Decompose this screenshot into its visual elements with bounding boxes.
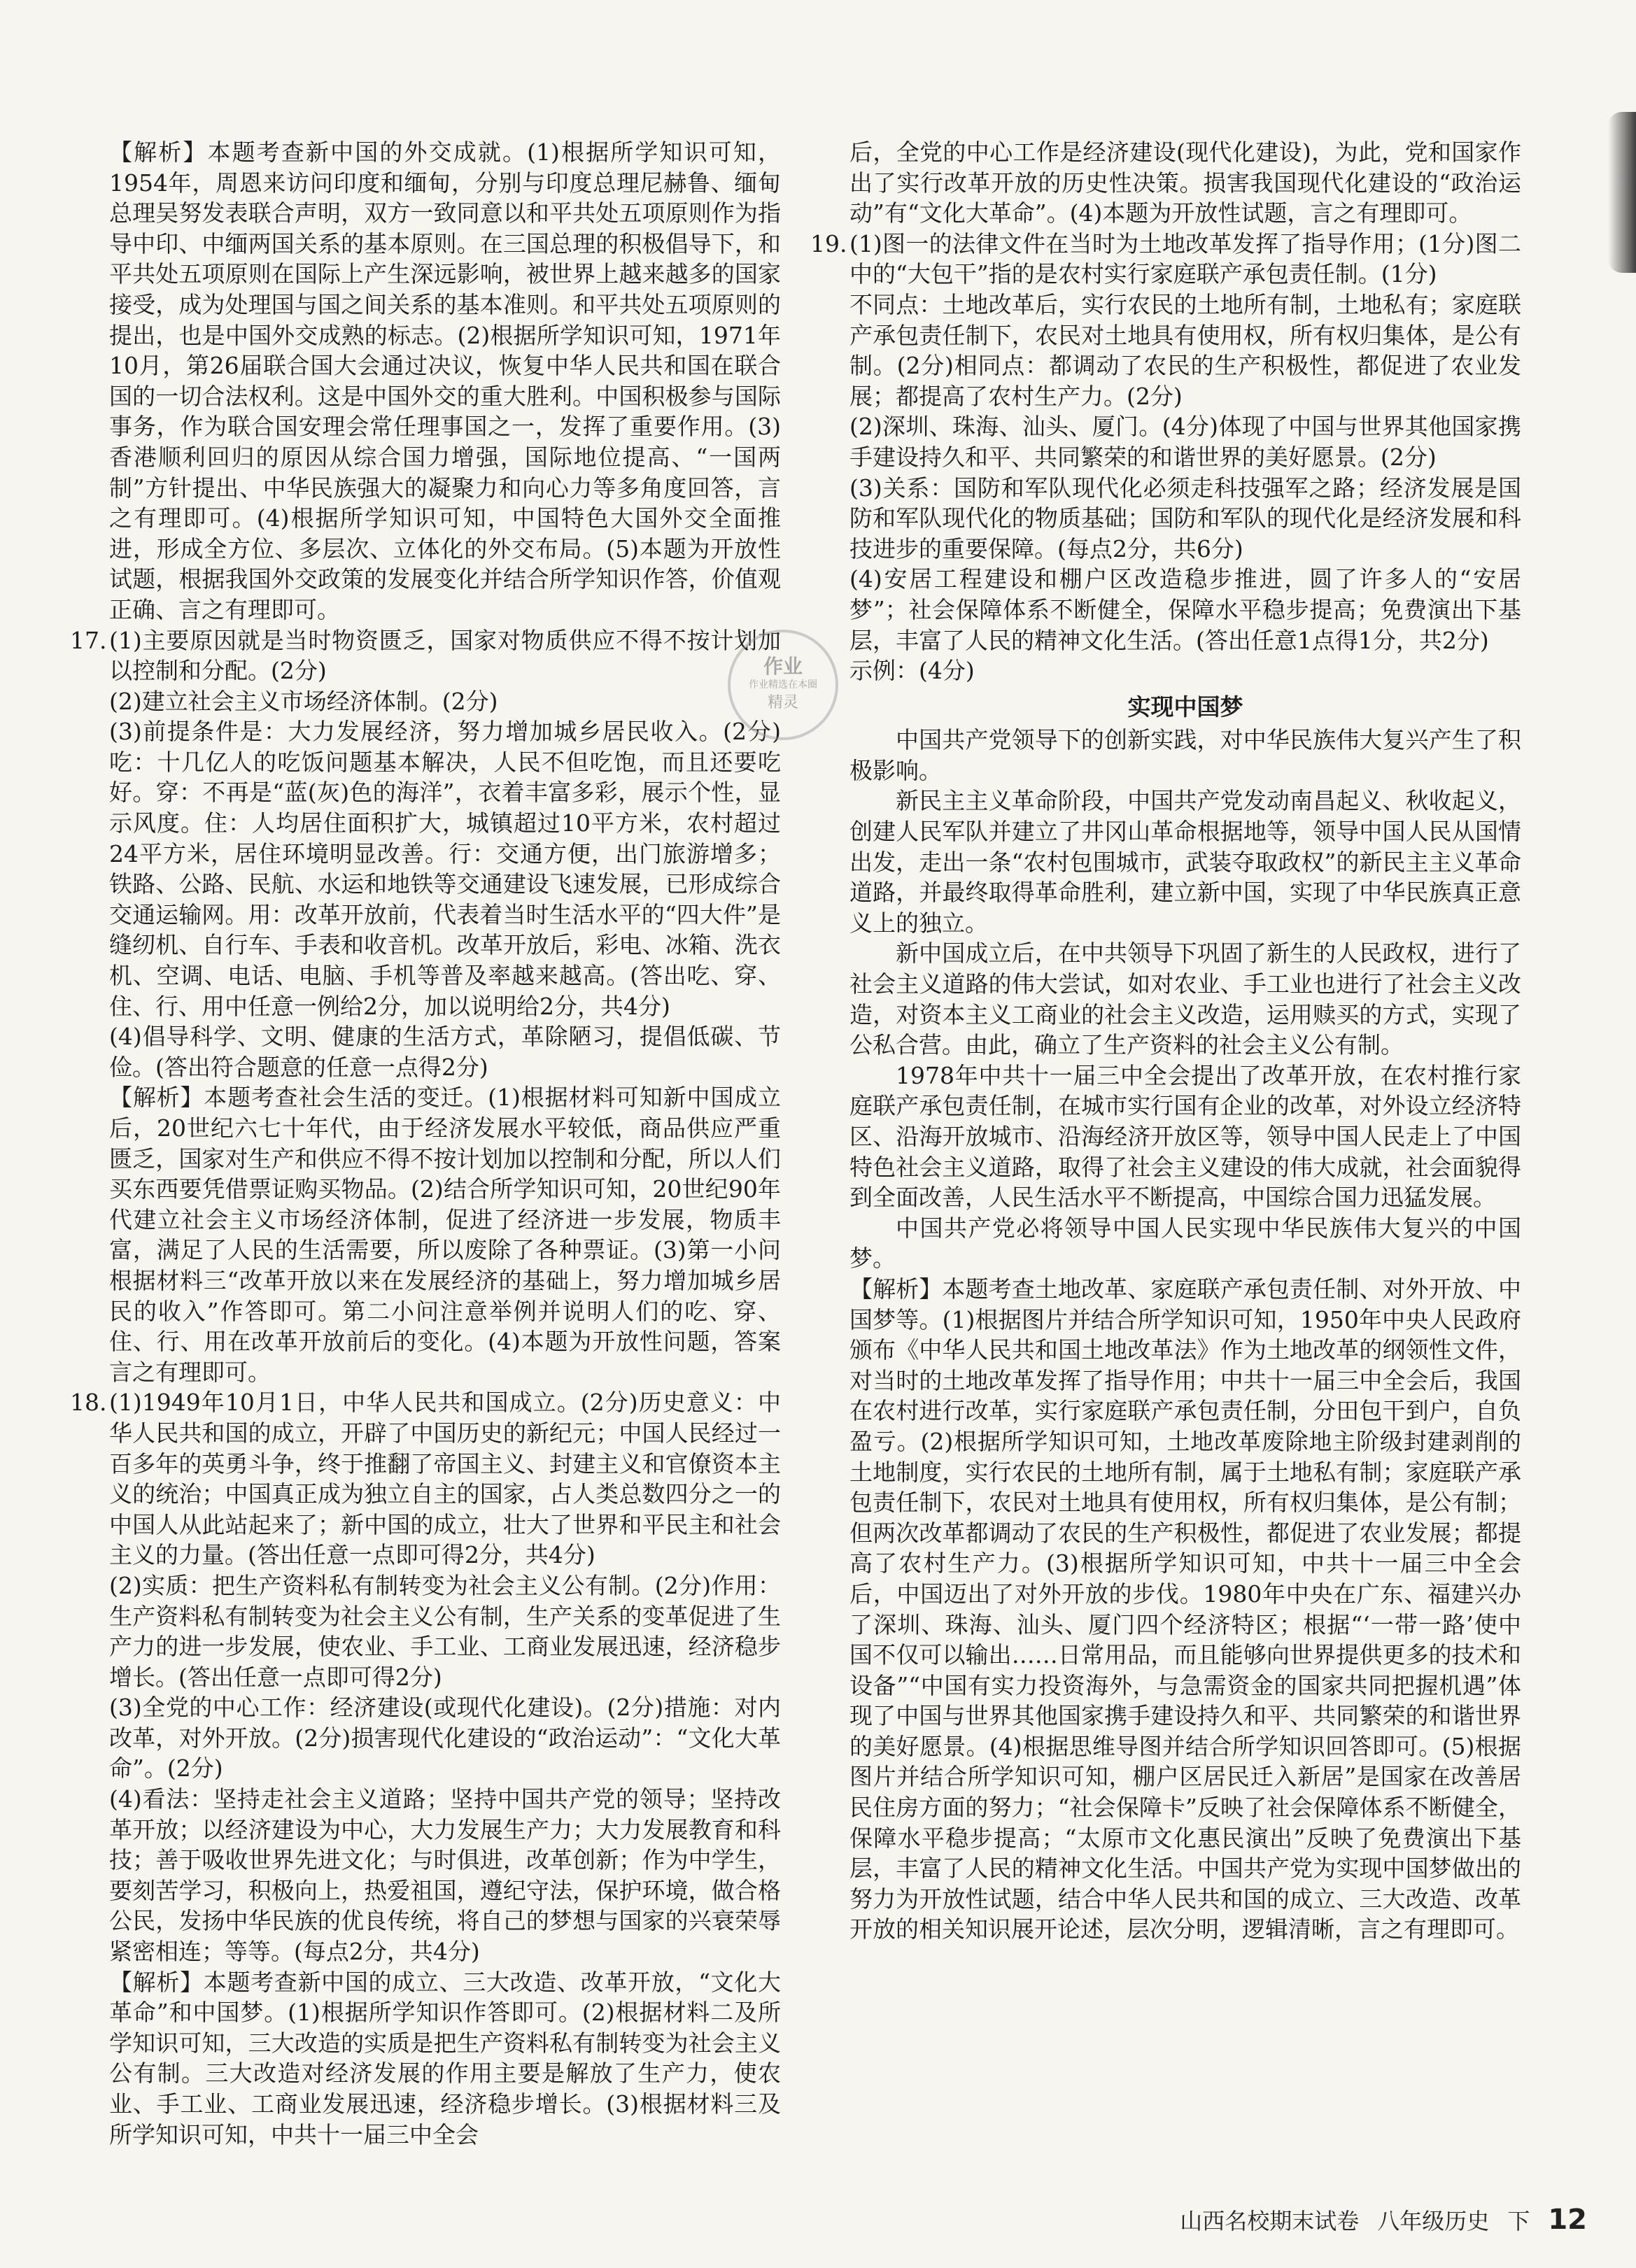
left-column xyxy=(70,137,781,2150)
question-number: 18. xyxy=(70,1389,107,1417)
answer-text: (1)1949年10月1日，中华人民共和国成立。(2分)历史意义：中华人民共和国的成立，开辟了中国历史的新纪元；中国人民经过一百多年的英勇斗争，终于推翻了帝国主义、封建主义和官僚资本主义的统治；中国真正成为独立自主的国家，占人类总数四分之一的中国人从此站起来了；新中国的成立，壮大了世界和平民主和社会主义的力量。(答出任意一点即可得2分，共4分) (2)实质：把生产资料私有制转变为社会主义公有制。(2分)作用：生产资料私有制转变为社会主义公有制，生产关系的变革促进了生产力的进一步发展，使农业、手工业、工商业发展迅速，经济稳步增长。(答出任意一点即可得2分) (3)全党的中心工作：经济建设(或现代化建设)。(2分)措施：对内改革，对外开放。(2分)损害现代化建设的“政治运动”：“文化大革命”。(2分) (4)看法：坚持走社会主义道路；坚持中国共产党的领导；坚持改革开放；以经济建设为中心，大力发展生产力；大力发展教育和科技；善于吸收世界先进文化；与时俱进，改革创新；作为中学生，要刻苦学习，积极向上，热爱祖国，遵纪守法，保护环境，做合格公民，发扬中华民族的优良传统，将自己的梦想与国家的兴衰荣辱紧密相连；等等。(每点2分，共4分) 【解析】本题考查新中国的成立、三大改造、改革开放，“文化大革命”和中国梦。(1)根据所学知识作答即可。(2)根据材料二及所学知识可知，三大改造的实质是把生产资料私有制转变为社会主义公有制。三大改造对经济发展的作用主要是解放了生产力，使农业、手工业、工商业发展迅速，经济稳步增长。(3)根据材料三及所学知识可知，中共十一届三中全会 xyxy=(109,1389,781,2148)
scan-edge-mark xyxy=(1608,112,1636,273)
stamp-line: 作业精选在本圈 xyxy=(749,679,817,690)
book-title: 山西名校期末试卷 xyxy=(1180,2208,1360,2234)
answer-block-16-analysis xyxy=(74,137,781,625)
stamp-line: 作业 xyxy=(763,655,803,678)
stamp-line: 精灵 xyxy=(767,694,798,711)
question-number: 17. xyxy=(70,626,107,654)
answer-block-18 xyxy=(70,1387,781,2150)
answer-text: (1)主要原因就是当时物资匮乏，国家对物质供应不得不按计划加以控制和分配。(2分) (2)建立社会主义市场经济体制。(2分) (3)前提条件是：大力发展经济，努力增加城乡居民收入。(2分)吃：十几亿人的吃饭问题基本解决，人民不但吃饱，而且还要吃好。穿：不再是“蓝(灰)色的海洋”，衣着丰富多彩，展示个性，显示风度。住：人均居住面积扩大，城镇超过10平方米，农村超过24平方米，居住环境明显改善。行：交通方便，出门旅游增多；铁路、公路、民航、水运和地铁等交通建设飞速发展，已形成综合交通运输网。用：改革开放前，代表着当时生活水平的“四大件”是缝纫机、自行车、手表和收音机。改革开放后，彩电、冰箱、洗衣机、空调、电话、电脑、手机等普及率越来越高。(答出吃、穿、住、行、用中任意一例给2分，加以说明给2分，共4分) (4)倡导科学、文明、健康的生活方式，革除陋习，提倡低碳、节俭。(答出符合题意的任意一点得2分) 【解析】本题考查社会生活的变迁。(1)根据材料可知新中国成立后，20世纪六七十年代，由于经济发展水平较低，商品供应严重匮乏，国家对生产和供应不得不按计划加以控制和分配，所以人们买东西要凭借票证购买物品。(2)结合所学知识可知，20世纪90年代建立社会主义市场经济体制，促进了经济进一步发展，物质丰富，满足了人民的生活需要，所以废除了各种票证。(3)第一小问根据材料三“改革开放以来在发展经济的基础上，努力增加城乡居民的收入”作答即可。第二小问注意举例并说明人们的吃、穿、住、行、用在改革开放前后的变化。(4)本题为开放性问题，答案言之有理即可。 xyxy=(109,626,781,1386)
essay-paragraph: 中国共产党必将领导中国人民实现中华民族伟大复兴的中国梦。 xyxy=(849,1214,1521,1273)
watermark-stamp xyxy=(728,630,838,740)
essay xyxy=(815,692,1521,1945)
page-footer xyxy=(1180,2204,1587,2246)
essay-title: 实现中国梦 xyxy=(1127,693,1243,721)
grade-subject: 八年级历史 xyxy=(1377,2208,1490,2234)
page-number: 12 xyxy=(1548,2204,1587,2236)
analysis-text: 【解析】本题考查土地改革、家庭联产承包责任制、对外开放、中国梦等。(1)根据图片并结合所学知识可知，1950年中央人民政府颁布《中华人民共和国土地改革法》作为土地改革的纲领性文件，对当时的土地改革发挥了指导作用；中共十一届三中全会后，我国在农村进行改革，实行家庭联产承包责任制，分田包干到户，自负盈亏。(2)根据所学知识可知，土地改革废除地主阶级封建剥削的土地制度，实行农民的土地所有制，属于土地私有制；家庭联产承包责任制下，农民对土地具有使用权，所有权归集体，是公有制；但两次改革都调动了农民的生产积极性，都促进了农业发展；都提高了农村生产力。(3)根据所学知识可知，中共十一届三中全会后，中国迈出了对外开放的步伐。1980年中央在广东、福建兴办了深圳、珠海、汕头、厦门四个经济特区；根据“‘一带一路’使中国不仅可以输出……日常用品，而且能够向世界提供更多的技术和设备”“中国有实力投资海外，与急需资金的国家共同把握机遇”体现了中国与世界其他国家携手建设持久和平、共同繁荣的和谐世界的美好愿景。(4)根据思维导图并结合所学知识回答即可。(5)根据图片并结合所学知识可知，棚户区居民迁入新居”是国家在改善居民住房方面的努力；“社会保障卡”反映了社会保障体系不断健全，保障水平稳步提高；“太原市文化惠民演出”反映了免费演出下基层，丰富了人民的精神文化生活。中国共产党为实现中国梦做出的努力为开放性试题，结合中华人民共和国的成立、三大改造、改革开放的相关知识展开论述，层次分明，逻辑清晰，言之有理即可。 xyxy=(849,1275,1521,1943)
answer-block-18-continued xyxy=(815,137,1521,229)
answer-text: (1)图一的法律文件在当时为土地改革发挥了指导作用；(1分)图二中的“大包干”指的是农村实行家庭联产承包责任制。(1分) 不同点：土地改革后，实行农民的土地所有制，土地私有；家庭联产承包责任制下，农民对土地具有使用权，所有权归集体，是公有制。(2分)相同点：都调动了农民的生产积极性，都促进了农业发展；都提高了农村生产力。(2分) (2)深圳、珠海、汕头、厦门。(4分)体现了中国与世界其他国家携手建设持久和平、共同繁荣的和谐世界的美好愿景。(2分) (3)关系：国防和军队现代化必须走科技强军之路；经济发展是国防和军队现代化的物质基础；国防和军队的现代化是经济发展和科技进步的重要保障。(每点2分，共6分) (4)安居工程建设和棚户区改造稳步推进，圆了许多人的“安居梦”；社会保障体系不断健全，保障水平稳步提高；免费演出下基层，丰富了人民的精神文化生活。(答出任意1点得1分，共2分) 示例：(4分) xyxy=(849,229,1521,685)
right-column xyxy=(810,137,1521,1945)
essay-paragraph: 1978年中共十一届三中全会提出了改革开放，在农村推行家庭联产承包责任制，在城市实行国有企业的改革，对外设立经济特区、沿海开放城市、沿海经济开放区等，领导中国人民走上了中国特色社会主义道路，取得了社会主义建设的伟大成就，社会面貌得到全面改善，人民生活水平不断提高，中国综合国力迅猛发展。 xyxy=(849,1061,1521,1212)
answer-block-19 xyxy=(810,229,1521,686)
essay-paragraph: 新民主主义革命阶段，中国共产党发动南昌起义、秋收起义，创建人民军队并建立了井冈山革命根据地等，领导中国人民从国情出发，走出一条“农村包围城市，武装夺取政权”的新民主主义革命道路，并最终取得革命胜利，建立新中国，实现了中华民族真正意义上的独立。 xyxy=(849,787,1521,937)
answer-block-17 xyxy=(70,625,781,1388)
question-number: 19. xyxy=(810,229,847,257)
answer-text: 【解析】本题考查新中国的外交成就。(1)根据所学知识可知，1954年，周恩来访问印度和缅甸，分别与印度总理尼赫鲁、缅甸总理吴努发表联合声明，双方一致同意以和平共处五项原则作为指导中印、中缅两国关系的基本原则。在三国总理的积极倡导下，和平共处五项原则在国际上产生深远影响，被世界上越来越多的国家接受，成为处理国与国之间关系的基本准则。和平共处五项原则的提出，也是中国外交成熟的标志。(2)根据所学知识可知，1971年10月，第26届联合国大会通过决议，恢复中华人民共和国在联合国的一切合法权利。这是中国外交的重大胜利。中国积极参与国际事务，作为联合国安理会常任理事国之一，发挥了重要作用。(3)香港顺利回归的原因从综合国力增强，国际地位提高、“一国两制”方针提出、中华民族强大的凝聚力和向心力等多角度回答，言之有理即可。(4)根据所学知识可知，中国特色大国外交全面推进，形成全方位、多层次、立体化的外交布局。(5)本题为开放性试题，根据我国外交政策的发展变化并结合所学知识作答，价值观正确、言之有理即可。 xyxy=(109,139,781,623)
answer-text: 后，全党的中心工作是经济建设(现代化建设)，为此，党和国家作出了实行改革开放的历史性决策。损害我国现代化建设的“政治运动”有“文化大革命”。(4)本题为开放性试题，言之有理即可。 xyxy=(849,139,1521,227)
volume-label: 下 xyxy=(1507,2208,1530,2234)
essay-paragraph: 中国共产党领导下的创新实践，对中华民族伟大复兴产生了积极影响。 xyxy=(849,726,1521,784)
essay-paragraph: 新中国成立后，在中共领导下巩固了新生的人民政权，进行了社会主义道路的伟大尝试，如对农业、手工业也进行了社会主义改造，对资本主义工商业的社会主义改造，运用赎买的方式，实现了公私合营。由此，确立了生产资料的社会主义公有制。 xyxy=(849,940,1521,1059)
